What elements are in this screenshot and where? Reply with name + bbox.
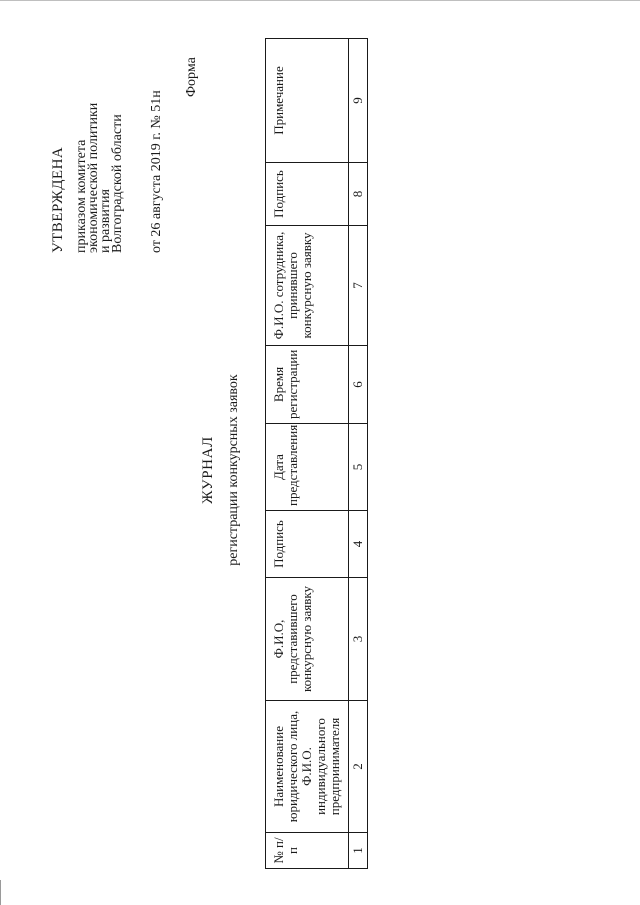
column-number-cell: 7: [349, 226, 368, 346]
column-number-cell: 2: [349, 701, 368, 833]
approval-line: приказом комитета: [74, 139, 89, 253]
header-cell: Примечание: [266, 39, 349, 163]
approval-line: экономической политики: [86, 102, 101, 253]
column-number-cell: 8: [349, 163, 368, 226]
column-number-cell: 9: [349, 39, 368, 163]
approval-line: и развития: [98, 189, 113, 253]
document-title: [200, 285, 242, 655]
header-cell: Наименование юридического лица, Ф.И.О. индивидуального предпринимателя: [266, 701, 349, 833]
column-number-cell: 4: [349, 511, 368, 578]
approval-block: [52, 13, 163, 253]
table-header-row: [266, 39, 349, 869]
column-number-cell: 3: [349, 578, 368, 701]
approval-line: Волгоградской области: [110, 114, 125, 253]
header-cell: № п/п: [266, 833, 349, 869]
header-cell: Время регистрации: [266, 346, 349, 424]
column-number-cell: 1: [349, 833, 368, 869]
header-cell: Дата представления: [266, 424, 349, 511]
title-sub: регистрации конкурсных заявок: [226, 374, 241, 566]
header-cell: Ф.И.О. сотрудника, принявшего конкурсную заявку: [266, 226, 349, 346]
header-cell: Ф.И.О, представившего конкурсную заявку: [266, 578, 349, 701]
column-number-cell: 6: [349, 346, 368, 424]
form-label: Форма: [184, 57, 199, 97]
title-main: ЖУРНАЛ: [200, 436, 216, 504]
approval-heading: УТВЕРЖДЕНА: [50, 146, 66, 253]
column-number-cell: 5: [349, 424, 368, 511]
header-cell: Подпись: [266, 511, 349, 578]
approval-order: от 26 августа 2019 г. № 51н: [149, 90, 164, 253]
table-row: [349, 39, 368, 869]
journal-table: [265, 38, 368, 869]
header-cell: Подпись: [266, 163, 349, 226]
